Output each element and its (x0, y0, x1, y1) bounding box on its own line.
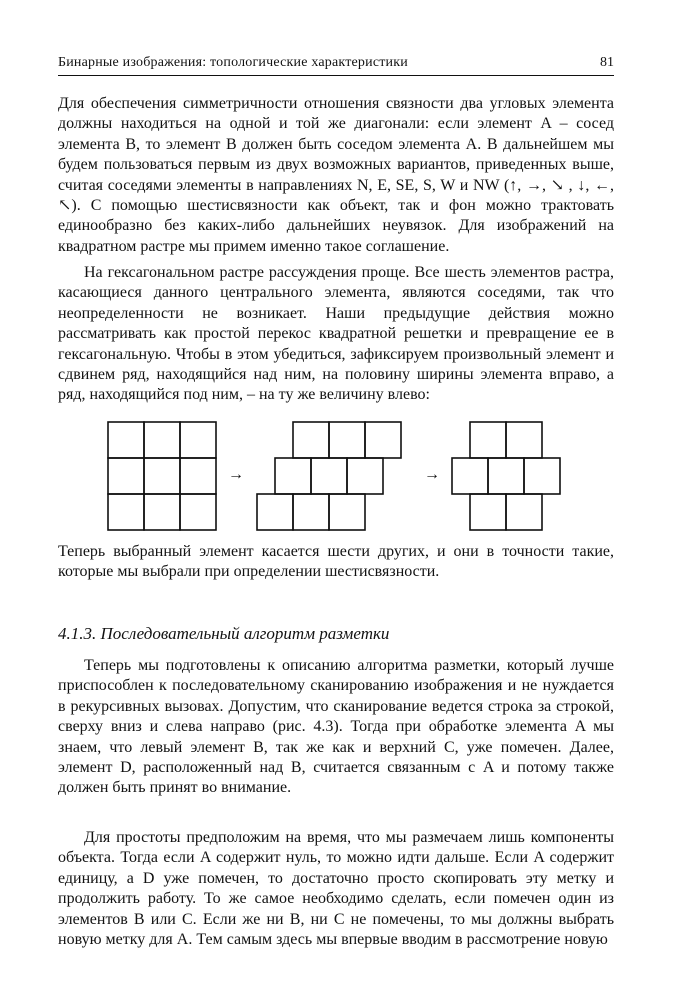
grid-cell (144, 422, 180, 458)
grid-cell (452, 458, 488, 494)
section-heading: 4.1.3. Последовательный алгоритм разметки (58, 624, 390, 643)
paragraph-symmetry: Для обеспечения симметричности отношения связности два угловых элемента должны находиться на одной и той же диагонали: если элемент A – сосед элемента B, то элемент B должен быть соседом элемента A. В дальнейшем мы будем пользоваться первым из двух возможных вариантов, приведенных выше, считая соседями элементы в направлениях N, E, SE, S, W и NW (↑, →, ↘ , ↓, ←, ↖). С помощью шестисвязности как объект, так и фон можно трактовать единообразно без каких-либо дальнейших неувязок. Для изображений на квадратном растре мы примем именно такое соглашение. (58, 95, 614, 255)
grid-cell (329, 422, 365, 458)
grid-cell (180, 494, 216, 530)
grid-cell (506, 422, 542, 458)
grid-cell (311, 458, 347, 494)
page-header (58, 55, 614, 76)
grid-transformation-figure (100, 416, 580, 536)
skewed-grid (257, 422, 401, 530)
grid-cell (108, 458, 144, 494)
grid-cell (365, 422, 401, 458)
transform-arrow-2: → (424, 466, 440, 483)
grid-cell (144, 494, 180, 530)
grid-diagram (100, 416, 580, 536)
grid-cell (275, 458, 311, 494)
grid-cell (470, 494, 506, 530)
paragraph-six-neighbors: Теперь выбранный элемент касается шести других, и они в точности такие, которые мы выбрали при определении шестисвязности. (58, 543, 614, 581)
grid-cell (180, 422, 216, 458)
grid-cell (293, 422, 329, 458)
grid-cell (524, 458, 560, 494)
grid-cell (108, 422, 144, 458)
paragraph-sequential-scan: Теперь мы подготовлены к описанию алгоритма разметки, который лучше приспособлен к последовательному сканированию изображения и не нуждается в рекурсивных вызовах. Допустим, что сканирование ведется строка за строкой, сверху вниз и слева направо (рис. 4.3). Тогда при обработке элемента A мы знаем, что левый элемент B, так же как и верхний C, уже помечен. Далее, элемент D, расположенный над B, считается связанным с A и потому также должен быть принят во внимание. (58, 657, 614, 797)
transform-arrow-1: → (228, 466, 244, 483)
hexagonal-grid (452, 422, 560, 530)
grid-cell (488, 458, 524, 494)
grid-cell (293, 494, 329, 530)
running-title: Бинарные изображения: топологические характеристики (58, 55, 408, 70)
grid-cell (329, 494, 365, 530)
paragraph-labeling-rules: Для простоты предположим на время, что мы размечаем лишь компоненты объекта. Тогда если A содержит нуль, то можно идти дальше. Если A содержит единицу, а D уже помечен, то достаточно просто скопировать эту метку и продолжить работу. То же самое необходимо сделать, если помечен один из элементов B или C. Если же ни B, ни C не помечены, то мы должны выбрать новую метку для A. Тем самым здесь мы впервые вводим в рассмотрение новую (58, 829, 614, 949)
page-number: 81 (600, 55, 614, 70)
grid-cell (257, 494, 293, 530)
square-grid (108, 422, 216, 530)
grid-cell (347, 458, 383, 494)
paragraph-hexagonal: На гексагональном растре рассуждения проще. Все шесть элементов растра, касающиеся данного центрального элемента, являются соседями, так что неопределенности не возникает. Наши предыдущие действия можно рассматривать как простой перекос квадратной решетки и превращение ее в гексагональную. Чтобы в этом убедиться, зафиксируем произвольный элемент и сдвинем ряд, находящийся над ним, на половину ширины элемента вправо, а ряд, находящийся под ним, – на ту же величину влево: (58, 264, 614, 404)
grid-cell (506, 494, 542, 530)
grid-cell (144, 458, 180, 494)
grid-cell (470, 422, 506, 458)
grid-cell (108, 494, 144, 530)
grid-cell (180, 458, 216, 494)
